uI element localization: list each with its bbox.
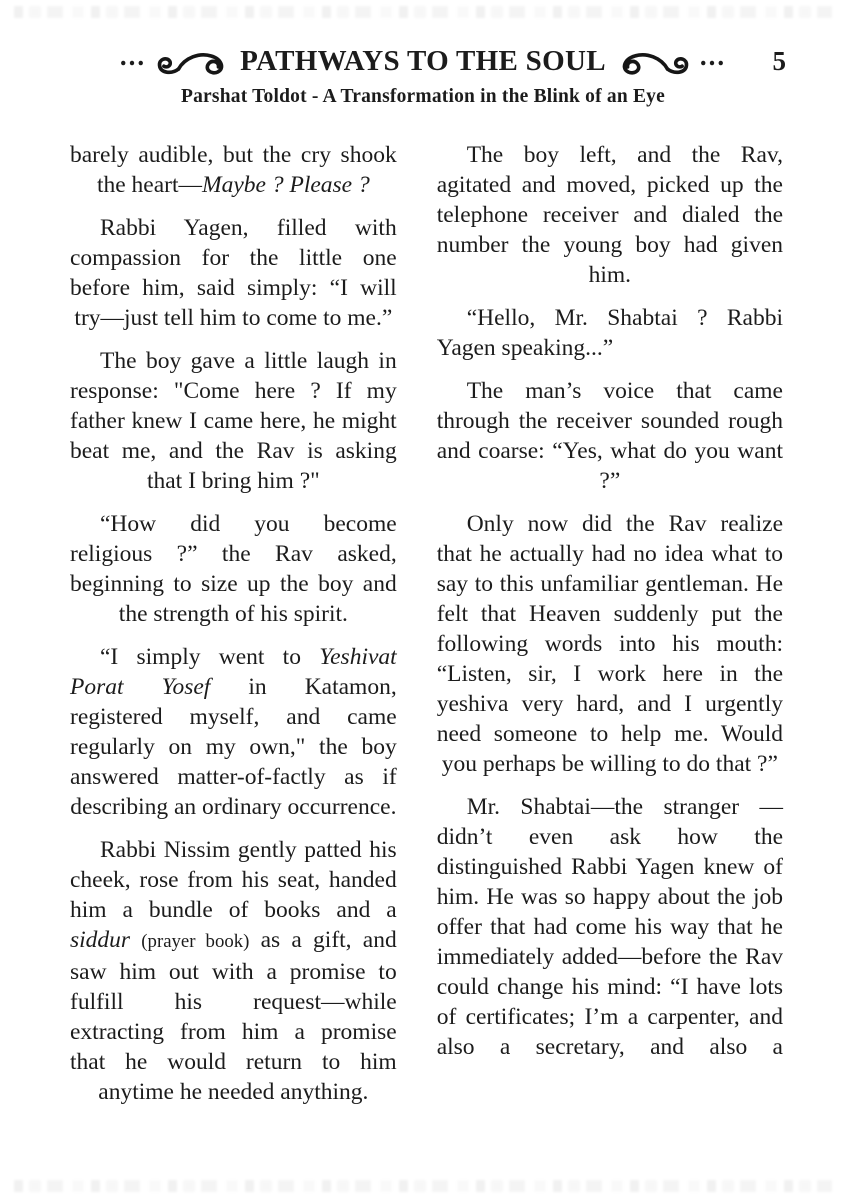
small-text: (prayer book) — [141, 931, 250, 952]
text-columns — [0, 140, 846, 1107]
paragraph — [70, 509, 397, 629]
body-text: The boy left, and the Rav, agitated and moved, picked up the telephone receiver and dialed the number the young boy had given him. — [436, 142, 783, 288]
italic-text: Yeshivat Porat Yosef — [70, 644, 397, 700]
paragraph — [70, 346, 397, 496]
paragraph — [70, 140, 397, 200]
body-text: “I simply went to — [100, 644, 320, 670]
paragraph — [70, 642, 397, 822]
flourish-right-icon — [613, 49, 693, 79]
paragraph — [437, 509, 783, 779]
body-text: Rabbi Nissim gently patted his cheek, rose from his seat, handed him a bundle of books and a — [70, 837, 397, 923]
page-subtitle: Parshat Toldot - A Transformation in the Blink of an Eye — [181, 86, 665, 107]
paragraph — [70, 213, 397, 333]
ornament-dots-left: ... — [119, 41, 147, 71]
body-text: Mr. Shabtai—the stranger —didn’t even ask how the distinguished Rabbi Yagen knew of him. He was so happy about the job offer that had come his way that he immediately added—before the Rav could change his mind: “I have lots of certificates; I’m a carpenter, and also a secretary, and also a — [436, 794, 783, 1060]
body-text: “Hello, Mr. Shabtai ? Rabbi Yagen speaking...” — [436, 305, 783, 361]
italic-text: Maybe ? Please ? — [202, 172, 370, 198]
body-text — [130, 927, 141, 953]
page-title: PATHWAYS TO THE SOUL — [240, 45, 606, 77]
ornament-dots-right: ... — [699, 41, 727, 71]
body-text: Only now did the Rav realize that he actually had no idea what to say to this unfamiliar gentleman. He felt that Heaven suddenly put the following words into his mouth: “Listen, sir, I work here in the yeshiva very hard, and I urgently need someone to help me. Would you perhaps be willing to do that ?” — [436, 511, 783, 777]
title-line — [0, 41, 846, 78]
paragraph — [437, 376, 783, 496]
paragraph — [437, 303, 783, 363]
body-text: The boy gave a little laugh in response: "Come here ? If my father knew I came here, he might beat me, and the Rav is asking that I bring him ?" — [70, 348, 397, 494]
page-number: 5 — [772, 46, 786, 76]
paragraph — [437, 792, 783, 1062]
body-text: Rabbi Yagen, filled with compassion for the little one before him, said simply: “I will try—just tell him to come to me.” — [70, 215, 397, 331]
body-text: in Katamon, registered myself, and came regularly on my own," the boy answered matter-of-factly as if describing an ordinary occurrence. — [70, 674, 397, 820]
page-header — [0, 0, 846, 108]
paragraph — [70, 835, 397, 1107]
column-left — [70, 140, 397, 1107]
scan-artifact-bottom — [14, 1180, 832, 1192]
paragraph — [437, 140, 783, 290]
body-text: “How did you become religious ?” the Rav asked, beginning to size up the boy and the strength of his spirit. — [70, 511, 397, 627]
body-text: barely audible, but the cry shook the heart— — [70, 142, 397, 198]
flourish-left-icon — [153, 49, 233, 79]
italic-text: siddur — [70, 927, 131, 953]
column-right — [437, 140, 783, 1107]
body-text: The man’s voice that came through the receiver sounded rough and coarse: “Yes, what do you want ?” — [436, 378, 783, 494]
body-text: as a gift, and saw him out with a promise to fulfill his request—while extracting from him a promise that he would return to him anytime he needed anything. — [70, 927, 397, 1105]
